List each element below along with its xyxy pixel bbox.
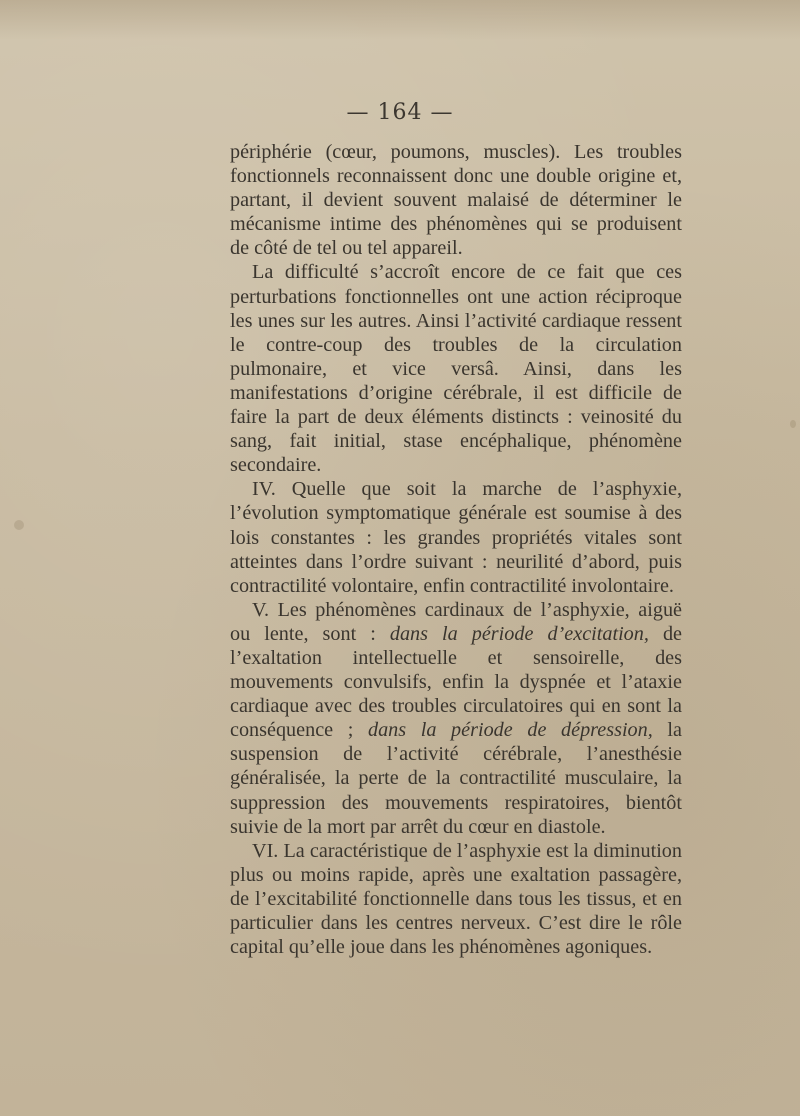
page-edge-shadow [0,0,800,40]
italic-phrase: dans la période de dépression, [367,719,653,742]
body-text [230,140,682,959]
italic-phrase: dans la période d’excitation, [389,622,649,645]
paragraph-text: la suspension de l’activité cérébrale, l’anesthésie généralisée, la perte de la contractilité musculaire, la suppression des mouvements respiratoires, bientôt suivie de la mort par arrêt du cœur en diastole. [230,719,682,838]
paragraph-text: V. Les phénomènes cardinaux de l’asphyxie, aiguë ou lente, sont : [230,598,682,645]
paper-stain [790,420,796,428]
paragraph: IV. Quelle que soit la marche de l’asphyxie, l’évolution symptomatique générale est soumise à des lois constantes : les grandes propriétés vitales sont atteintes dans l’ordre suivant : neurilité d’abord, puis contractilité volontaire, enfin contractilité involontaire. [230,478,682,597]
page-number: — 164 — [346,100,454,125]
paragraph: VI. La caractéristique de l’asphyxie est la diminution plus ou moins rapide, après une exaltation passagère, de l’excitabilité fonctionnelle dans tous les tissus, et en particulier dans les centres nerveux. C’est dire le rôle capital qu’elle joue dans les phénomènes agoniques. [230,839,682,959]
paragraph: La difficulté s’accroît encore de ce fait que ces perturbations fonctionnelles ont une action réciproque les unes sur les autres. Ainsi l’activité cardiaque ressent le contre-coup des troubles de la circulation pulmonaire, et vice versâ. Ainsi, dans les manifestations d’origine cérébrale, il est difficile de faire la part de deux éléments distincts : veinosité du sang, fait initial, stase encéphalique, phénomène secondaire. [230,261,682,477]
paragraph-text: de l’exaltation intellectuelle et sensoirelle, des mouvements convulsifs, enfin la dyspnée et l’ataxie cardiaque avec des troubles circulatoires qui en sont la conséquence ; [230,622,683,742]
paragraph: périphérie (cœur, poumons, muscles). Les troubles fonctionnels reconnaissent donc une double origine et, partant, il devient souvent malaisé de déterminer le mécanisme intime des phénomènes qui se produisent de côté de tel ou tel appareil. [230,141,682,260]
paragraph [230,598,682,839]
paper-stain [14,520,24,530]
